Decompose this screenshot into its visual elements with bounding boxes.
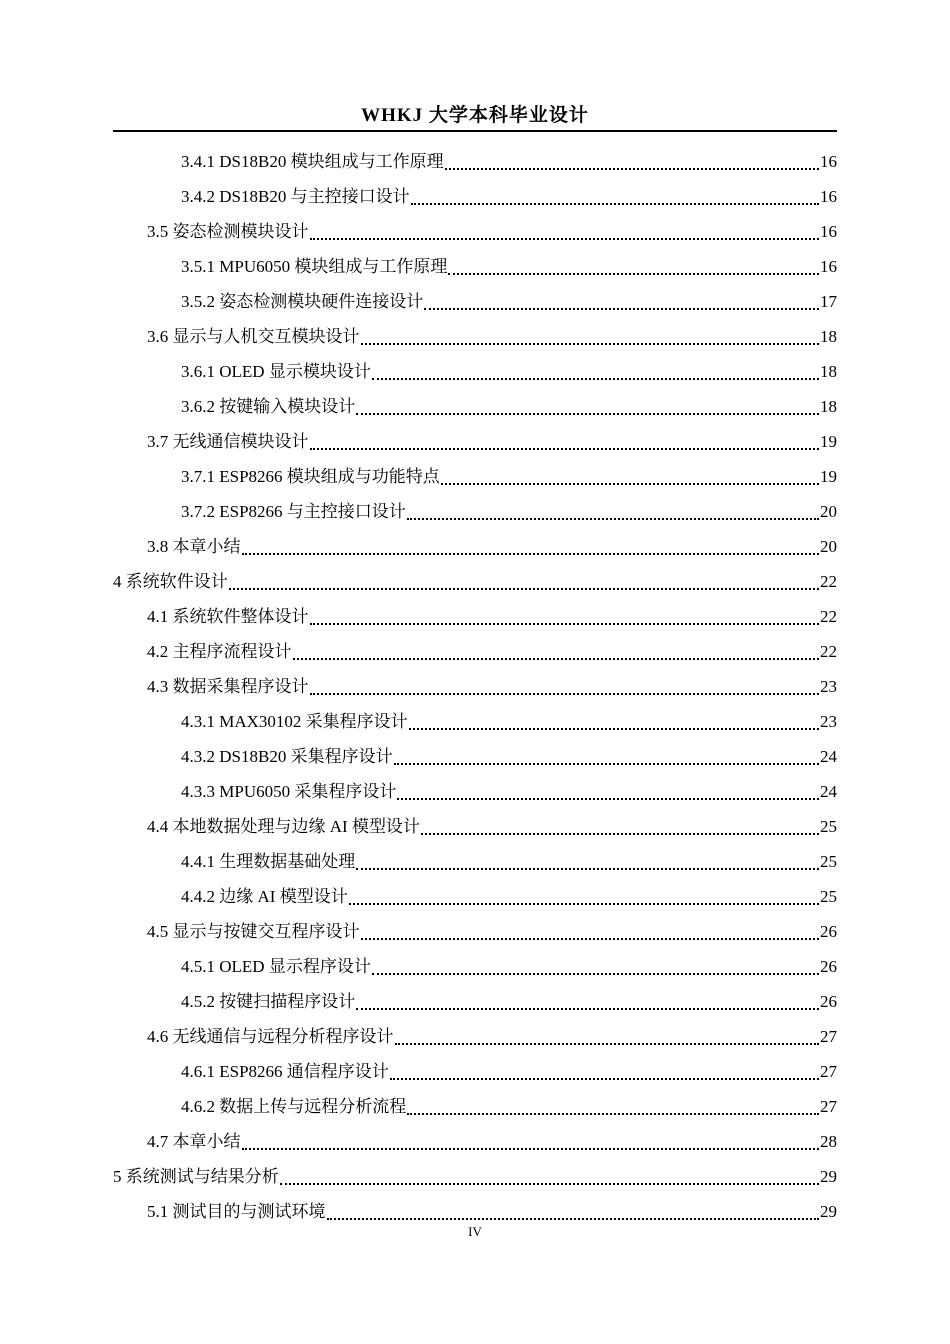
toc-entry-page-number: 29 [820,1202,837,1221]
dot-leader [407,1089,819,1124]
toc-entry-title: 4.5.2 按键扫描程序设计 [181,992,356,1011]
dot-leader [242,529,820,564]
toc-entry-title: 4.6 无线通信与远程分析程序设计 [147,1027,394,1046]
toc-entry-page-number: 18 [820,362,837,381]
toc-entry-page-number: 22 [820,607,837,626]
toc-entry[interactable] [0,494,950,529]
toc-entry-page-number: 26 [820,992,837,1011]
toc-entry-page-number: 20 [820,537,837,556]
toc-entry-page-number: 19 [820,432,837,451]
table-of-contents [0,144,950,1229]
toc-entry-title: 4.3.2 DS18B20 采集程序设计 [181,747,393,766]
toc-entry-page-number: 24 [820,782,837,801]
dot-leader [395,1019,820,1054]
toc-entry[interactable] [0,669,950,704]
toc-entry-page-number: 20 [820,502,837,521]
toc-entry-page-number: 19 [820,467,837,486]
toc-entry-page-number: 26 [820,957,837,976]
dot-leader [409,704,819,739]
toc-entry-title: 4.5 显示与按键交互程序设计 [147,922,360,941]
toc-entry-title: 4 系统软件设计 [113,572,228,591]
toc-entry[interactable] [0,704,950,739]
toc-entry-title: 4.2 主程序流程设计 [147,642,292,661]
toc-entry-title: 4.6.1 ESP8266 通信程序设计 [181,1062,389,1081]
toc-entry[interactable] [0,1019,950,1054]
toc-entry-title: 4.4 本地数据处理与边缘 AI 模型设计 [147,817,420,836]
toc-entry[interactable] [0,214,950,249]
toc-entry-title: 3.4.2 DS18B20 与主控接口设计 [181,187,410,206]
toc-entry[interactable] [0,354,950,389]
toc-entry-title: 3.6 显示与人机交互模块设计 [147,327,360,346]
toc-entry-page-number: 16 [820,257,837,276]
toc-entry-title: 3.5.1 MPU6050 模块组成与工作原理 [181,257,448,276]
toc-entry-title: 3.6.2 按键输入模块设计 [181,397,356,416]
dot-leader [397,774,819,809]
toc-entry[interactable] [0,1054,950,1089]
toc-entry[interactable] [0,809,950,844]
toc-entry-page-number: 18 [820,327,837,346]
toc-entry-title: 3.5.2 姿态检测模块硬件连接设计 [181,292,424,311]
toc-entry-page-number: 29 [820,1167,837,1186]
toc-entry-page-number: 25 [820,817,837,836]
toc-entry[interactable] [0,599,950,634]
toc-entry-page-number: 18 [820,397,837,416]
dot-leader [394,739,819,774]
toc-entry-page-number: 22 [820,572,837,591]
dot-leader [310,599,820,634]
header-divider [113,130,837,132]
toc-entry[interactable] [0,844,950,879]
dot-leader [407,494,819,529]
toc-entry[interactable] [0,739,950,774]
dot-leader [293,634,820,669]
toc-entry-title: 3.5 姿态检测模块设计 [147,222,309,241]
toc-entry[interactable] [0,424,950,459]
toc-entry[interactable] [0,144,950,179]
dot-leader [424,284,819,319]
toc-entry[interactable] [0,774,950,809]
dot-leader [372,949,819,984]
dot-leader [349,879,819,914]
dot-leader [421,809,819,844]
dot-leader [361,319,820,354]
toc-entry-title: 3.7 无线通信模块设计 [147,432,309,451]
toc-entry-page-number: 24 [820,747,837,766]
toc-entry[interactable] [0,914,950,949]
toc-entry-title: 4.4.2 边缘 AI 模型设计 [181,887,348,906]
toc-entry-page-number: 28 [820,1132,837,1151]
toc-entry-page-number: 17 [820,292,837,311]
toc-entry-title: 4.4.1 生理数据基础处理 [181,852,356,871]
toc-entry-page-number: 27 [820,1097,837,1116]
toc-entry[interactable] [0,984,950,1019]
toc-entry-title: 5.1 测试目的与测试环境 [147,1202,326,1221]
toc-entry-page-number: 16 [820,222,837,241]
toc-entry-title: 3.4.1 DS18B20 模块组成与工作原理 [181,152,444,171]
dot-leader [445,144,819,179]
toc-entry[interactable] [0,634,950,669]
toc-entry-page-number: 16 [820,187,837,206]
toc-entry-page-number: 26 [820,922,837,941]
toc-entry-title: 3.6.1 OLED 显示模块设计 [181,362,371,381]
toc-entry-page-number: 23 [820,712,837,731]
toc-entry[interactable] [0,564,950,599]
dot-leader [356,984,819,1019]
toc-entry-title: 3.7.2 ESP8266 与主控接口设计 [181,502,406,521]
toc-entry-page-number: 27 [820,1062,837,1081]
dot-leader [229,564,819,599]
dot-leader [356,844,819,879]
toc-entry-page-number: 25 [820,852,837,871]
dot-leader [310,214,820,249]
toc-entry-title: 4.5.1 OLED 显示程序设计 [181,957,371,976]
page-number: IV [468,1224,482,1239]
toc-entry[interactable] [0,249,950,284]
toc-entry[interactable] [0,1089,950,1124]
toc-entry[interactable] [0,389,950,424]
toc-entry-title: 4.3 数据采集程序设计 [147,677,309,696]
toc-entry[interactable] [0,879,950,914]
toc-entry-title: 4.1 系统软件整体设计 [147,607,309,626]
toc-entry-page-number: 25 [820,887,837,906]
toc-entry-title: 4.3.1 MAX30102 采集程序设计 [181,712,408,731]
toc-entry-page-number: 16 [820,152,837,171]
page-header-title: WHKJ 大学本科毕业设计 [361,105,589,126]
toc-entry-title: 5 系统测试与结果分析 [113,1167,279,1186]
toc-entry-title: 4.7 本章小结 [147,1132,241,1151]
toc-entry-page-number: 22 [820,642,837,661]
toc-entry[interactable] [0,319,950,354]
toc-entry-title: 4.3.3 MPU6050 采集程序设计 [181,782,397,801]
toc-entry[interactable] [0,284,950,319]
dot-leader [372,354,819,389]
dot-leader [441,459,819,494]
dot-leader [411,179,819,214]
dot-leader [310,669,820,704]
toc-entry-title: 3.7.1 ESP8266 模块组成与功能特点 [181,467,440,486]
dot-leader [242,1124,820,1159]
toc-entry[interactable] [0,1159,950,1194]
dot-leader [356,389,819,424]
toc-entry-title: 4.6.2 数据上传与远程分析流程 [181,1097,407,1116]
dot-leader [361,914,820,949]
toc-entry[interactable] [0,459,950,494]
toc-entry-page-number: 27 [820,1027,837,1046]
toc-entry[interactable] [0,949,950,984]
toc-entry[interactable] [0,179,950,214]
toc-entry[interactable] [0,529,950,564]
toc-entry[interactable] [0,1124,950,1159]
dot-leader [310,424,820,459]
toc-entry-title: 3.8 本章小结 [147,537,241,556]
dot-leader [280,1159,819,1194]
dot-leader [390,1054,819,1089]
toc-entry-page-number: 23 [820,677,837,696]
dot-leader [448,249,819,284]
